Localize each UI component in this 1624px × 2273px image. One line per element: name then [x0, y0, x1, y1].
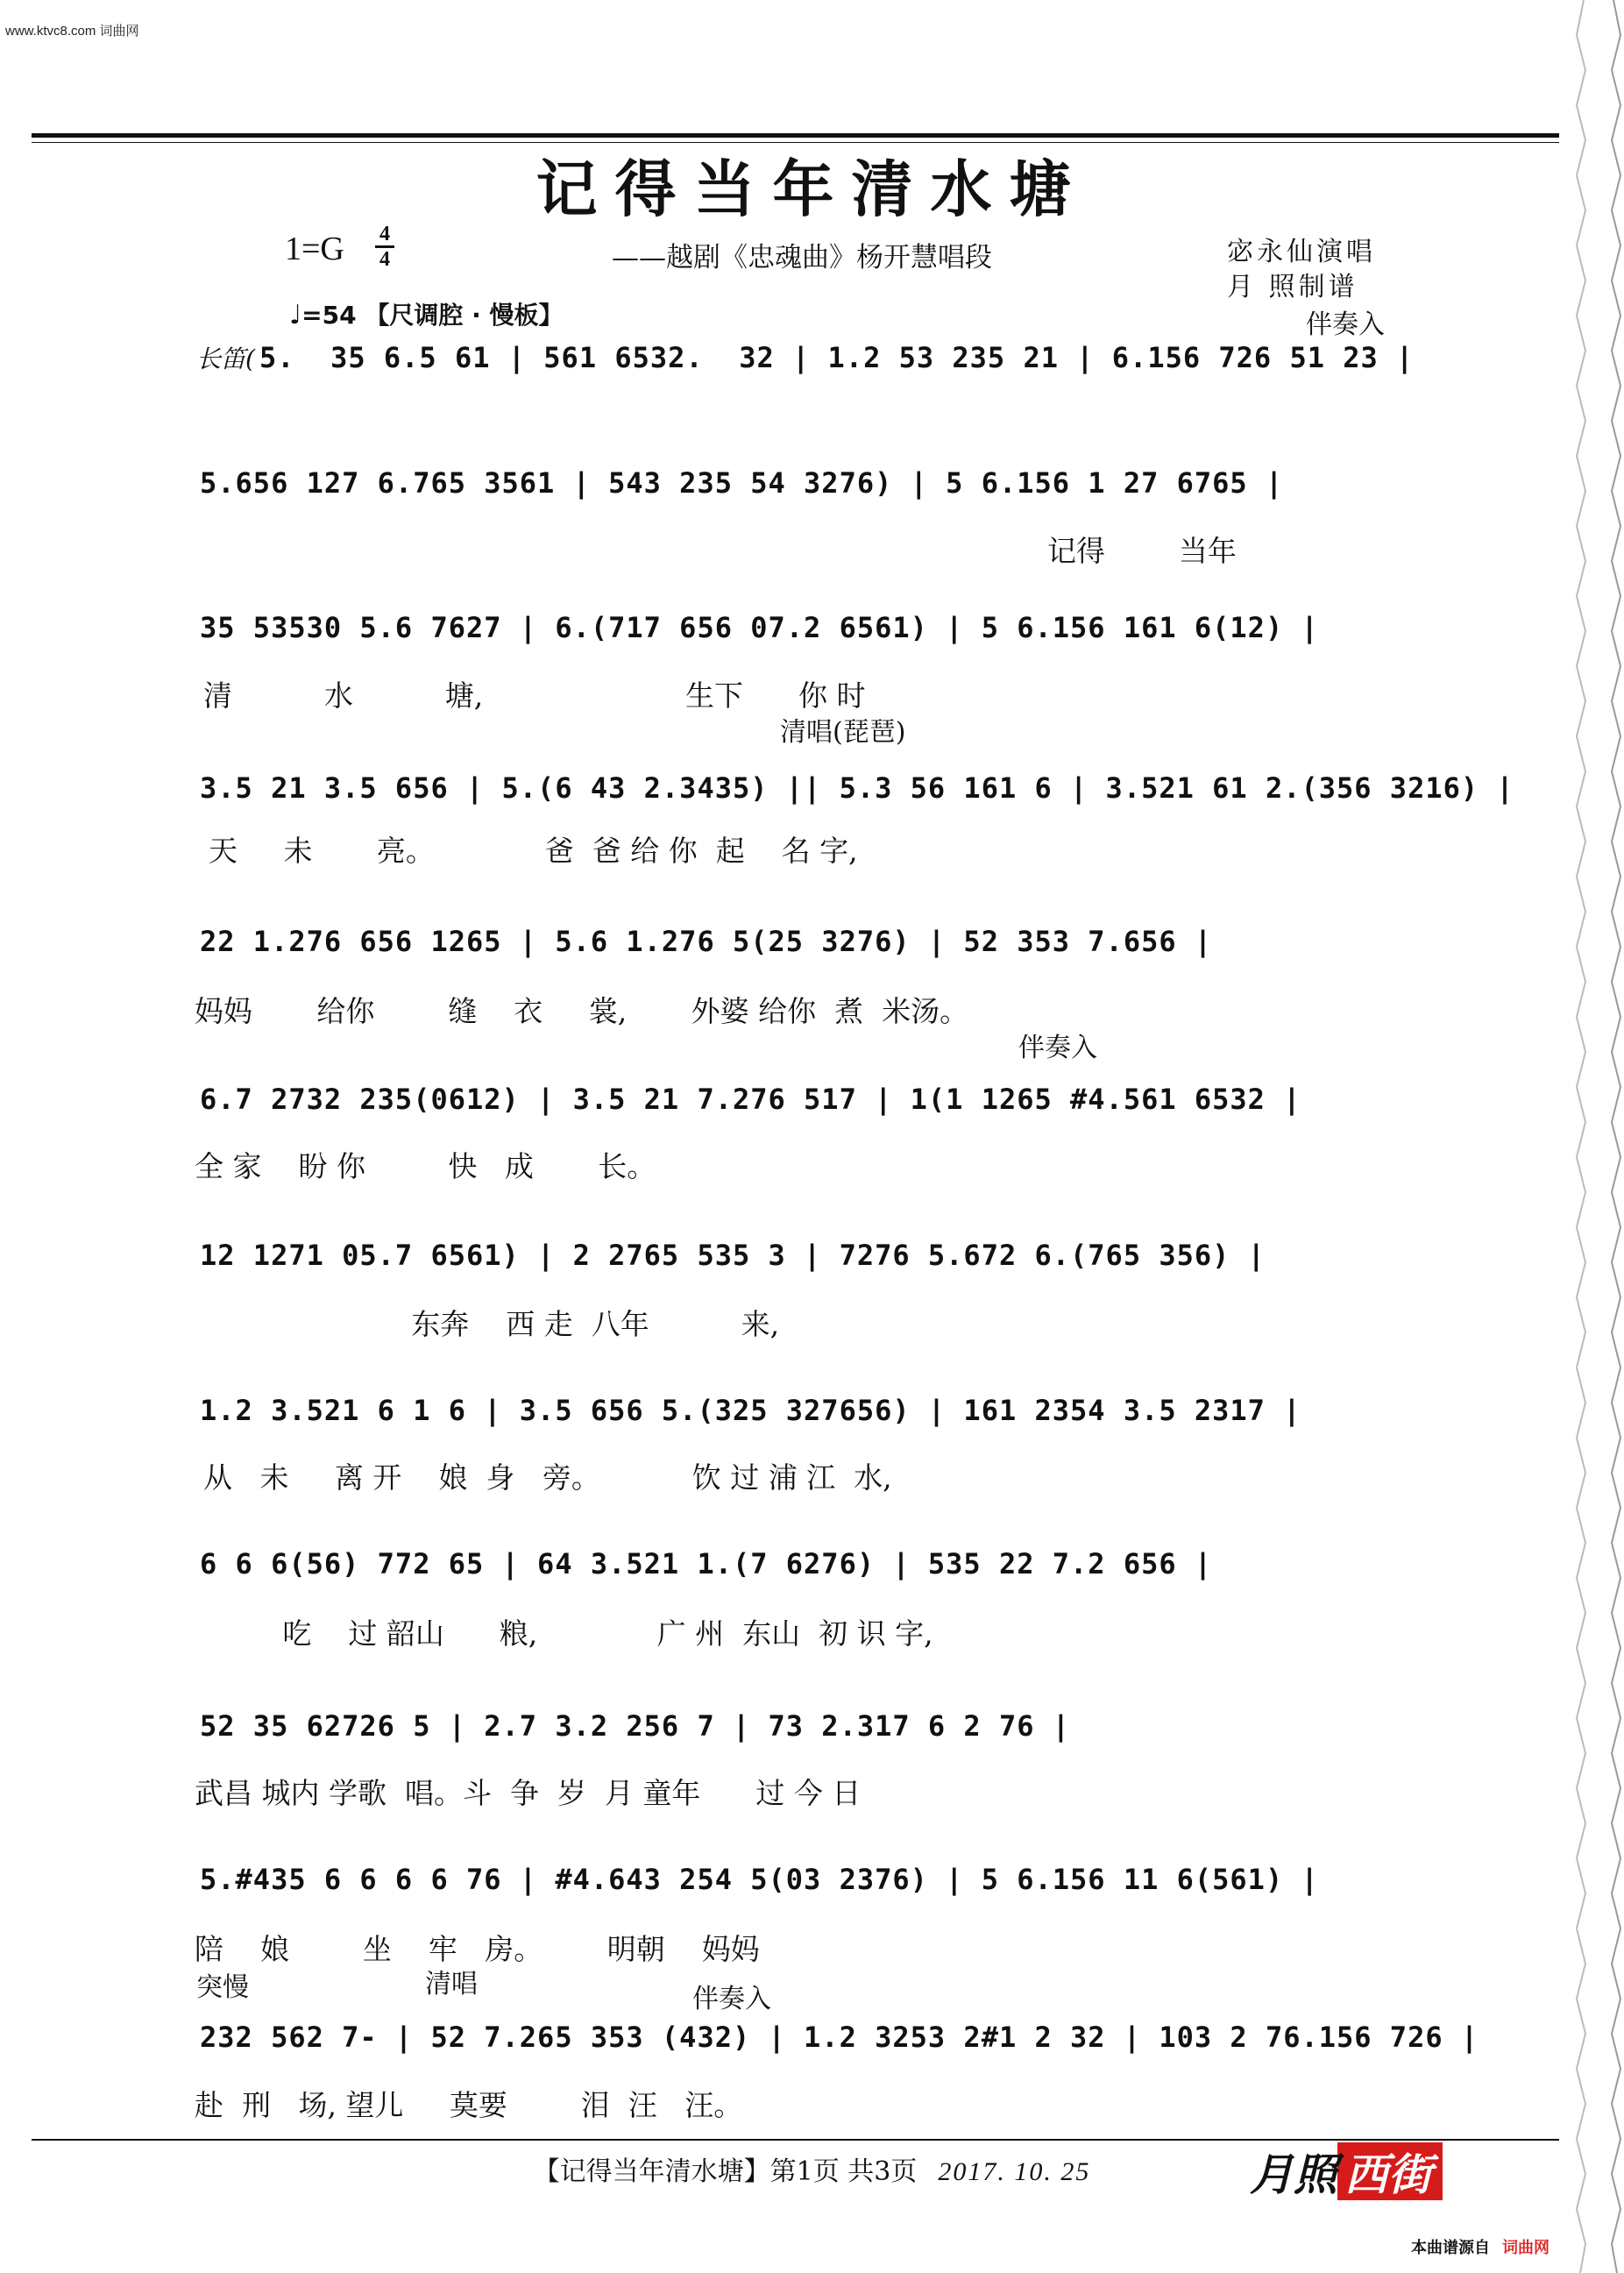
time-signature-top: 4: [379, 223, 390, 245]
source-label: 本曲谱源自: [1411, 2239, 1490, 2257]
time-signature: [375, 224, 394, 270]
quarter-note-icon: ♩: [289, 300, 302, 330]
svg-text:月照: 月照: [1250, 2149, 1337, 2200]
song-title: 记得当年清水塘: [535, 153, 1089, 225]
source-note: [1411, 2235, 1550, 2258]
score-line-lyrics: 陪 娘 坐 牢 房。 明朝 妈妈: [195, 1932, 760, 1966]
score-line-notes: 12 1271 05.7 6561) | 2 2765 535 3 | 7276 5.672 6.(765 356) |: [200, 1239, 1266, 1272]
score-line-lyrics: 吃 过 韶山 粮, 广 州 东山 初 识 字,: [200, 1616, 933, 1651]
score-mark: 突慢: [196, 1972, 249, 2003]
score-line-lyrics: 从 未 离 开 娘 身 旁。 饮 过 浦 江 水,: [203, 1460, 892, 1495]
singer-credit: 宓永仙演唱: [1227, 237, 1376, 267]
score-line-lyrics: 记得 当年: [1047, 534, 1237, 568]
song-subtitle: ——越剧《忠魂曲》杨开慧唱段: [612, 242, 992, 273]
instrument-label: 长笛(: [196, 345, 255, 373]
score-mark: 伴奏入: [1306, 309, 1385, 340]
score-line-notes: 5.#435 6 6 6 6 76 | #4.643 254 5(03 2376) | 5 6.156 11 6(561) |: [200, 1863, 1319, 1896]
score-mark: 伴奏入: [692, 1984, 771, 2014]
score-line: [196, 340, 1414, 375]
score-line-lyrics: 武昌 城内 学歌 唱。斗 争 岁 月 童年 过 今 日: [195, 1776, 862, 1810]
score-line-notes: 22 1.276 656 1265 | 5.6 1.276 5(25 3276) | 52 353 7.656 |: [200, 925, 1213, 958]
page-border-decoration: [1571, 0, 1624, 2273]
transcriber-credit: 月 照制谱: [1227, 272, 1358, 302]
logo: [1243, 2137, 1444, 2202]
score-line-lyrics: 赴 刑 场, 望儿 莫要 泪 汪 汪。: [195, 2088, 743, 2122]
svg-text:西街: 西街: [1344, 2149, 1432, 2200]
score-line-notes: 6 6 6(56) 772 65 | 64 3.521 1.(7 6276) | 535 22 7.2 656 |: [200, 1547, 1213, 1580]
score-mark: 清唱(琵琶): [780, 717, 906, 748]
score-mark: 清唱: [425, 1969, 478, 2000]
score-line-notes: 3.5 21 3.5 656 | 5.(6 43 2.3435) || 5.3 56 161 6 | 3.521 61 2.(356 3216) |: [200, 771, 1514, 805]
page-info: 【记得当年清水塘】第1页 共3页: [533, 2156, 918, 2187]
score-line-lyrics: 天 未 亮。 爸 爸 给 你 起 名 字,: [209, 834, 858, 868]
score-line-lyrics: 全 家 盼 你 快 成 长。: [195, 1149, 656, 1183]
tempo-value: =54: [301, 301, 357, 330]
score-line-notes: 5.656 127 6.765 3561 | 543 235 54 3276) | 5 6.156 1 27 6765 |: [200, 466, 1284, 500]
tempo-marking: [289, 296, 563, 331]
score-line-lyrics: 东奔 西 走 八年 来,: [200, 1307, 780, 1341]
header-rule-thick: [32, 133, 1559, 138]
score-line-notes: 1.2 3.521 6 1 6 | 3.5 656 5.(325 327656) | 161 2354 3.5 2317 |: [200, 1394, 1301, 1427]
score-mark: 伴奏入: [1018, 1033, 1097, 1063]
site-watermark: www.ktvc8.com 词曲网: [5, 24, 139, 39]
score-line-notes: 6.7 2732 235(0612) | 3.5 21 7.276 517 | 1(1 1265 #4.561 6532 |: [200, 1083, 1301, 1116]
score-line-lyrics: 妈妈 给你 缝 衣 裳, 外婆 给你 煮 米汤。: [195, 994, 969, 1028]
score-line-notes: 232 562 7- | 52 7.265 353 (432) | 1.2 3253 2#1 2 32 | 103 2 76.156 726 |: [200, 2021, 1479, 2054]
credits: [1227, 235, 1376, 305]
key-signature: 1=G: [285, 231, 344, 267]
time-signature-bottom: 4: [379, 248, 390, 271]
score-line-lyrics: 清 水 塘, 生下 你 时: [203, 678, 866, 713]
mode-label: 【尺调腔 · 慢板】: [365, 301, 564, 330]
score-line-notes: 52 35 62726 5 | 2.7 3.2 256 7 | 73 2.317 6 2 76 |: [200, 1709, 1071, 1743]
notes: 5. 35 6.5 61 | 561 6532. 32 | 1.2 53 235 21 | 6.156 726 51 23 |: [259, 341, 1415, 374]
score-line-notes: 35 53530 5.6 7627 | 6.(717 656 07.2 6561) | 5 6.156 161 6(12) |: [200, 611, 1319, 644]
date: 2017. 10. 25: [938, 2157, 1091, 2186]
source-brand: 词曲网: [1502, 2239, 1550, 2257]
